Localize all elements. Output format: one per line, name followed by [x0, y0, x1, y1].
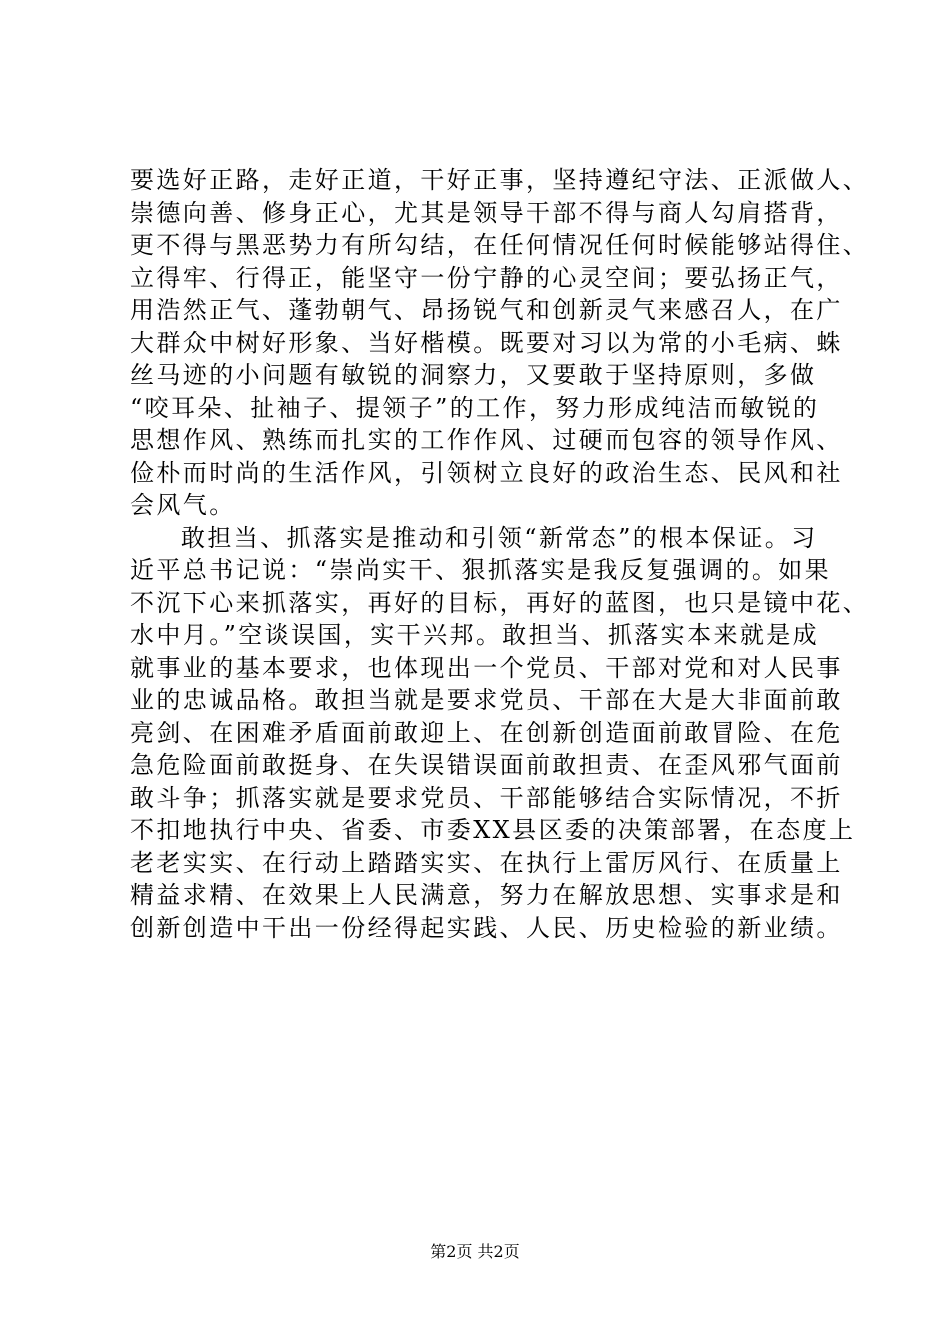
- text-line: 会风气。: [130, 491, 236, 519]
- text-line: 要选好正路，走好正道，干好正事，坚持遵纪守法、正派做人、: [130, 166, 870, 194]
- body-text: [130, 164, 870, 944]
- text-line: 业的忠诚品格。敢担当就是要求党员、干部在大是大非面前敢: [130, 686, 843, 714]
- text-line: 立得牢、行得正，能坚守一份宁静的心灵空间；要弘扬正气，: [130, 263, 843, 292]
- text-line: 大群众中树好形象、当好楷模。既要对习以为常的小毛病、蛛: [130, 328, 843, 357]
- page-footer: 第2页 共2页: [430, 1242, 520, 1261]
- text-line: 用浩然正气、蓬勃朝气、昂扬锐气和创新灵气来感召人，在广: [130, 296, 843, 324]
- text-line: 水中月。”空谈误国，实干兴邦。敢担当、抓落实本来就是成: [130, 621, 820, 649]
- text-line: 丝马迹的小问题有敏锐的洞察力，又要敢于坚持原则，多做: [130, 361, 817, 389]
- text-line: 不沉下心来抓落实，再好的目标，再好的蓝图，也只是镜中花、: [130, 588, 870, 617]
- text-line: “咬耳朵、扯袖子、提领子”的工作，努力形成纯洁而敏锐的: [130, 393, 820, 422]
- text-line: 敢斗争；抓落实就是要求党员、干部能够结合实际情况，不折: [130, 783, 843, 812]
- text-line: 崇德向善、修身正心，尤其是领导干部不得与商人勾肩搭背，: [130, 198, 843, 227]
- text-line: 俭朴而时尚的生活作风，引领树立良好的政治生态、民风和社: [130, 458, 843, 487]
- text-line: 不扣地执行中央、省委、市委XX县区委的决策部署，在态度上: [130, 816, 856, 844]
- text-line: 急危险面前敢挺身、在失误错误面前敢担责、在歪风邪气面前: [130, 751, 843, 779]
- paragraph-first-line: 敢担当、抓落实是推动和引领“新常态”的根本保证。习: [181, 523, 818, 552]
- text-line: 精益求精、在效果上人民满意，努力在解放思想、实事求是和: [130, 881, 843, 909]
- text-line: 亮剑、在困难矛盾面前敢迎上、在创新创造面前敢冒险、在危: [130, 718, 843, 747]
- text-line: 更不得与黑恶势力有所勾结，在任何情况任何时候能够站得住、: [130, 231, 870, 259]
- text-line: 思想作风、熟练而扎实的工作作风、过硬而包容的领导作风、: [130, 426, 843, 454]
- text-line: 创新创造中干出一份经得起实践、人民、历史检验的新业绩。: [130, 913, 843, 942]
- text-line: 老老实实、在行动上踏踏实实、在执行上雷厉风行、在质量上: [130, 848, 843, 877]
- text-line: 就事业的基本要求，也体现出一个党员、干部对党和对人民事: [130, 653, 843, 682]
- text-line: 近平总书记说：“崇尚实干、狠抓落实是我反复强调的。如果: [130, 556, 832, 584]
